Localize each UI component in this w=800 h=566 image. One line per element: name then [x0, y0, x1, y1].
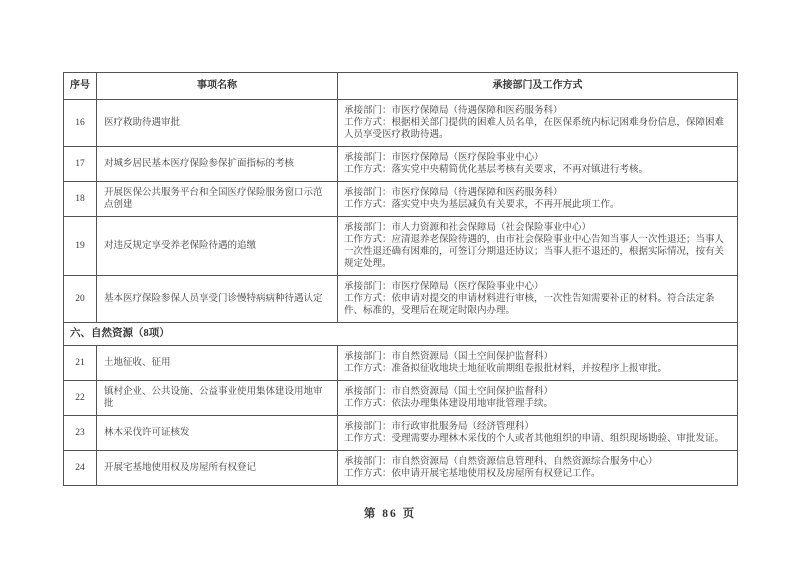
item-name-cell: 镇村企业、公共设施、公益事业使用集体建设用地审批	[97, 381, 338, 416]
table-header-row	[64, 73, 738, 100]
item-name-cell: 对城乡居民基本医疗保险参保扩面指标的考核	[97, 147, 338, 182]
dept-method-cell	[338, 346, 738, 381]
table-row	[64, 217, 738, 276]
dept-method-cell	[338, 147, 738, 182]
dept-line: 承接部门：市医疗保障局（待遇保障和医药服务科）	[344, 188, 563, 198]
row-number-cell: 24	[64, 451, 97, 486]
method-line: 工作方式：应清退养老保险待遇的，由市社会保险事业中心告知当事人一次性退还；当事人一次性退还确有困难的，可签订分期退还协议；当事人拒不退还的，根据实际情况，按有关规定处理。	[344, 235, 725, 269]
dept-line: 承接部门：市医疗保障局（医疗保险事业中心）	[344, 282, 544, 292]
page-number: 第 86 页	[363, 508, 417, 520]
item-name-cell: 基本医疗保险参保人员享受门诊慢特病病种待遇认定	[97, 276, 338, 323]
dept-line: 承接部门：市自然资源局（自然资源信息管理科、自然资源综合服务中心）	[344, 457, 658, 467]
dept-line: 承接部门：市自然资源局（国土空间保护监督科）	[344, 352, 554, 362]
col-header-dept-method: 承接部门及工作方式	[338, 73, 738, 100]
row-number-cell: 22	[64, 381, 97, 416]
dept-method-cell	[338, 100, 738, 147]
row-number-cell: 23	[64, 416, 97, 451]
table-body	[64, 100, 738, 486]
dept-line: 承接部门：市医疗保障局（医疗保险事业中心）	[344, 153, 544, 163]
dept-line: 承接部门：市医疗保障局（待遇保障和医药服务科）	[344, 106, 563, 116]
method-line: 工作方式：受理需要办理林木采伐的个人或者其他组织的申请、组织现场勘验、审批发证。	[344, 434, 725, 444]
method-line: 工作方式：准备拟征收地块土地征收前期组卷报批材料，并按程序上报审批。	[344, 364, 668, 374]
row-number-cell: 21	[64, 346, 97, 381]
table-row	[64, 100, 738, 147]
item-name-cell: 开展宅基地使用权及房屋所有权登记	[97, 451, 338, 486]
row-number-cell: 16	[64, 100, 97, 147]
row-number-cell: 17	[64, 147, 97, 182]
table-row	[64, 276, 738, 323]
method-line: 工作方式：根据相关部门提供的困难人员名单，在医保系统内标记困难身份信息，保障困难人员享受医疗救助待遇。	[344, 118, 725, 140]
items-table	[63, 72, 738, 486]
section-header-row	[64, 323, 738, 346]
dept-line: 承接部门：市行政审批服务局（经济管理科）	[344, 422, 535, 432]
table-row	[64, 182, 738, 217]
col-header-no: 序号	[64, 73, 97, 100]
method-line: 工作方式：依法办理集体建设用地审批管理手续。	[344, 399, 554, 409]
item-name-cell: 林木采伐许可证核发	[97, 416, 338, 451]
item-name-cell: 开展医保公共服务平台和全国医疗保险服务窗口示范点创建	[97, 182, 338, 217]
table-row	[64, 346, 738, 381]
table-row	[64, 381, 738, 416]
method-line: 工作方式：落实党中央为基层减负有关要求，不再开展此项工作。	[344, 200, 620, 210]
section-title: 六、自然资源（8项）	[64, 323, 738, 346]
table-row	[64, 147, 738, 182]
dept-method-cell	[338, 182, 738, 217]
table-row	[64, 451, 738, 486]
method-line: 工作方式：依申请开展宅基地使用权及房屋所有权登记工作。	[344, 469, 601, 479]
method-line: 工作方式：落实党中央精简优化基层考核有关要求，不再对镇进行考核。	[344, 165, 649, 175]
dept-method-cell	[338, 276, 738, 323]
item-name-cell: 对违反规定享受养老保险待遇的追缴	[97, 217, 338, 276]
row-number-cell: 19	[64, 217, 97, 276]
dept-method-cell	[338, 381, 738, 416]
method-line: 工作方式：依申请对提交的申请材料进行审核，一次性告知需要补正的材料。符合法定条件、标准的，受理后在规定时限内办理。	[344, 294, 715, 316]
row-number-cell: 18	[64, 182, 97, 217]
dept-method-cell	[338, 451, 738, 486]
row-number-cell: 20	[64, 276, 97, 323]
dept-line: 承接部门：市人力资源和社会保障局（社会保险事业中心）	[344, 223, 592, 233]
col-header-item-name: 事项名称	[97, 73, 338, 100]
item-name-cell: 医疗救助待遇审批	[97, 100, 338, 147]
dept-method-cell	[338, 217, 738, 276]
dept-line: 承接部门：市自然资源局（国土空间保护监督科）	[344, 387, 554, 397]
item-name-cell: 土地征收、征用	[97, 346, 338, 381]
dept-method-cell	[338, 416, 738, 451]
table-row	[64, 416, 738, 451]
